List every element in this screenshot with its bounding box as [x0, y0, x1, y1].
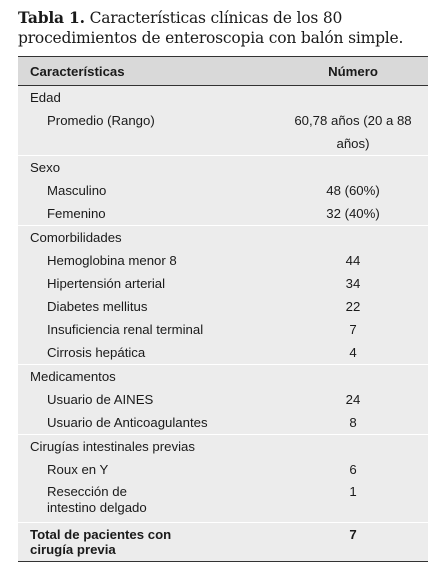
row-value: 6: [278, 458, 428, 481]
table-row: [18, 272, 428, 295]
row-value: 34: [278, 272, 428, 295]
row-value: 24: [278, 388, 428, 411]
category-label: Medicamentos: [18, 365, 428, 388]
category-row-comorbilidades: [18, 226, 428, 249]
table-caption-text: Características clínicas de los 80 procedimientos de enteroscopia con balón simple.: [18, 9, 404, 47]
total-value: 7: [278, 523, 428, 562]
row-value: 60,78 años (20 a 88 años): [278, 109, 428, 155]
category-row-edad: [18, 86, 428, 110]
row-label: Hipertensión arterial: [18, 272, 278, 295]
row-label: Resección de intestino delgado: [18, 481, 278, 522]
row-label: Femenino: [18, 202, 278, 225]
category-row-medicamentos: [18, 365, 428, 388]
table-caption-label: Tabla 1.: [18, 8, 85, 27]
total-row: [18, 523, 428, 562]
category-label: Comorbilidades: [18, 226, 428, 249]
table-row: [18, 388, 428, 411]
row-value: 1: [278, 481, 428, 522]
table-header-row: [18, 57, 428, 86]
row-value: 48 (60%): [278, 179, 428, 202]
table-row: [18, 109, 428, 155]
table-row: [18, 481, 428, 522]
row-label: Roux en Y: [18, 458, 278, 481]
row-label: Diabetes mellitus: [18, 295, 278, 318]
row-label: Usuario de AINES: [18, 388, 278, 411]
table-row: [18, 341, 428, 364]
category-row-cirugias: [18, 435, 428, 458]
characteristics-table: [18, 56, 428, 562]
table-row: [18, 411, 428, 434]
total-label: Total de pacientes con cirugía previa: [18, 523, 278, 562]
document-page: [18, 8, 428, 562]
table-row: [18, 295, 428, 318]
row-label: Hemoglobina menor 8: [18, 249, 278, 272]
row-value: 7: [278, 318, 428, 341]
category-label: Edad: [18, 86, 428, 110]
category-label: Cirugías intestinales previas: [18, 435, 428, 458]
table-row: [18, 249, 428, 272]
category-row-sexo: [18, 156, 428, 179]
row-value: 32 (40%): [278, 202, 428, 225]
row-label: Promedio (Rango): [18, 109, 278, 155]
table-row: [18, 318, 428, 341]
row-label: Usuario de Anticoagulantes: [18, 411, 278, 434]
header-numero: Número: [278, 57, 428, 86]
table-caption: [18, 8, 428, 48]
row-label: Cirrosis hepática: [18, 341, 278, 364]
row-value: 44: [278, 249, 428, 272]
row-value: 22: [278, 295, 428, 318]
category-label: Sexo: [18, 156, 428, 179]
table-row: [18, 458, 428, 481]
row-value: 8: [278, 411, 428, 434]
header-caracteristicas: Características: [18, 57, 278, 86]
table-row: [18, 202, 428, 225]
table-row: [18, 179, 428, 202]
row-value: 4: [278, 341, 428, 364]
row-label: Insuficiencia renal terminal: [18, 318, 278, 341]
row-label: Masculino: [18, 179, 278, 202]
